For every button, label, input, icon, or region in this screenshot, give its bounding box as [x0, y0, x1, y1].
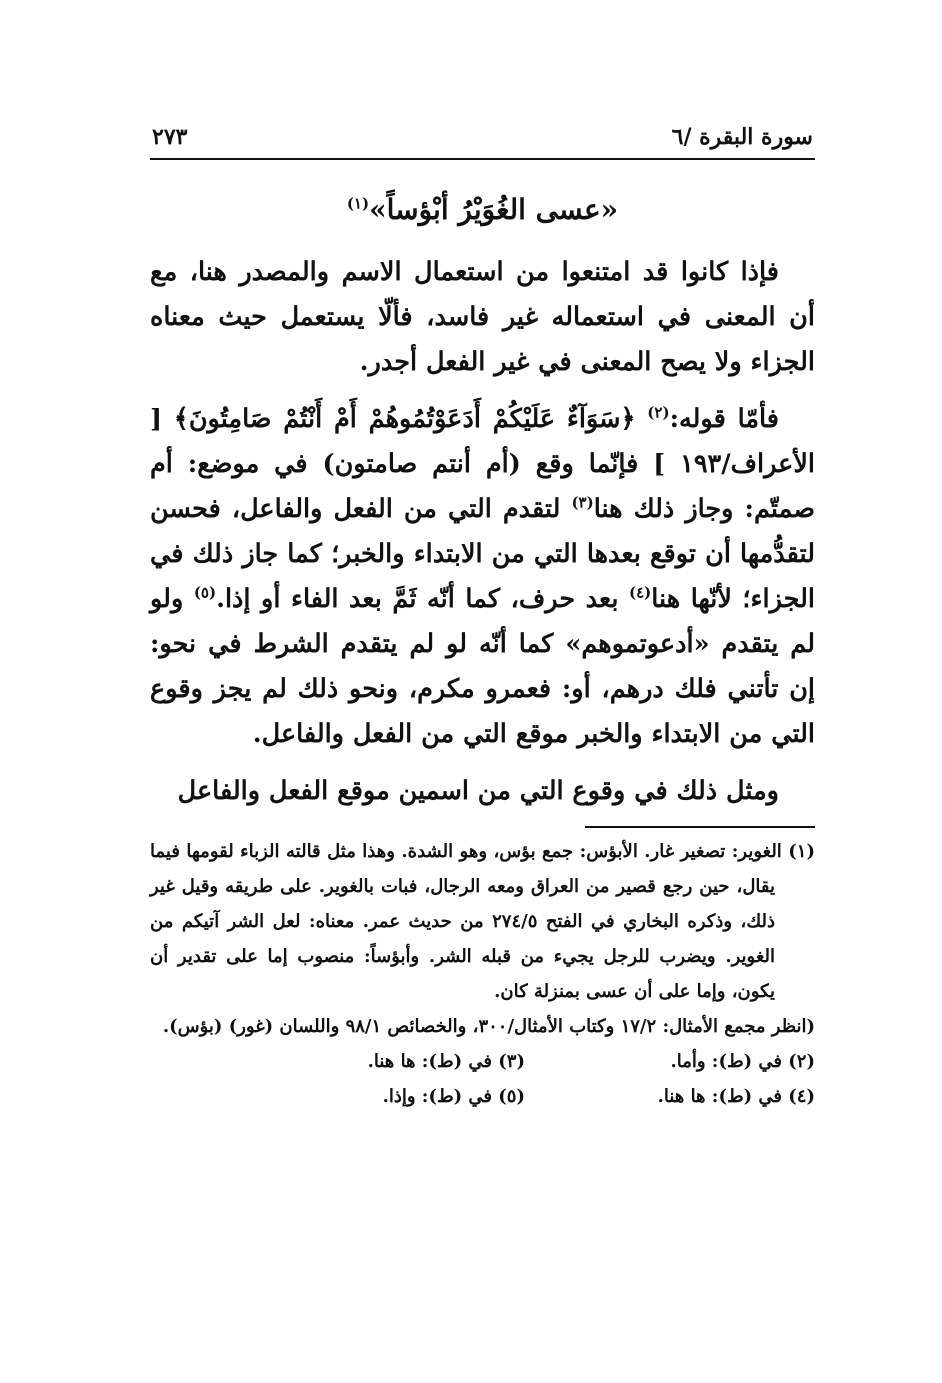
- paragraph-1: فإذا كانوا قد امتنعوا من استعمال الاسم والمصدر هنا، مع أن المعنى في استعماله غير فاسد، فألّا يستعمل حيث معناه الجزاء ولا يصح المعنى في غير الفعل أجدر.: [150, 257, 815, 377]
- footnote-row-2: [150, 1079, 815, 1114]
- main-text: [150, 250, 815, 814]
- page-number: ٢٧٣: [152, 124, 188, 150]
- footnote-separator: [585, 826, 815, 828]
- paragraph-2-part-a: فأمّا قوله:: [669, 404, 779, 434]
- footnote-ref-2: (٢): [647, 403, 670, 422]
- footnote-5: (٥) في (ط): وإذا.: [382, 1086, 525, 1107]
- paragraph-3: ومثل ذلك في وقوع التي من اسمين موقع الفعل والفاعل: [177, 776, 779, 806]
- footnotes: [150, 834, 815, 1114]
- paragraph-2-part-d: بعد حرف، كما أنّه ثَمَّ بعد الفاء أو إذا.: [216, 584, 629, 614]
- paragraph-2: [150, 397, 815, 757]
- book-page: [150, 118, 815, 1338]
- footnote-2: (٢) في (ط): وأما.: [670, 1051, 815, 1072]
- footnote-3: (٣) في (ط): ها هنا.: [367, 1051, 525, 1072]
- paragraph-2-part-b: ﴿سَوَآءٌ عَلَيْكُمْ أَدَعَوْتُمُوهُمْ أَمْ أَنْتُمْ صَامِتُونَ﴾ [ الأعراف/١٩٣ ] فإنّما وقع (أم أنتم صامتون) في موضع: أم صمتّم: وجاز ذلك هنا: [150, 404, 816, 524]
- proverb-heading: [150, 186, 815, 234]
- footnote-1: (١) الغوير: تصغير غار. الأبؤس: جمع بؤس، وهو الشدة. وهذا مثل قالته الزباء لقومها فيما يقال، حين رجع قصير من العراق ومعه الرجال، فبات بالغوير. على طريقه وقيل غير ذلك، وذكره البخاري في الفتح ٢٧٤/٥ من حديث عمر. معناه: لعل الشر آتيكم من الغوير. ويضرب للرجل يجيء من قبله الشر. وأبؤساً: منصوب إما على تقدير أن يكون، وإما على أن عسى بمنزلة كان.: [150, 841, 815, 1002]
- footnote-4: (٤) في (ط): ها هنا.: [657, 1086, 815, 1107]
- footnote-row-1: [150, 1044, 815, 1079]
- proverb-text: «عسى الغُوَيْرُ أبْؤساً»: [369, 193, 619, 226]
- running-head: [150, 118, 815, 160]
- paragraph-2-part-c: لتقدم التي من الفعل والفاعل، فحسن لتقدُّمها أن توقع بعدها التي من الابتداء والخبر؛ كما جاز ذلك في الجزاء؛ لأنّها هنا: [150, 494, 816, 614]
- surah-title: سورة البقرة /٦: [671, 124, 813, 150]
- footnote-ref-3: (٣): [571, 493, 594, 512]
- footnote-ref-5: (٥): [193, 583, 217, 602]
- paragraph-2-part-e: ولو لم يتقدم «أدعوتموهم» كما أنّه لو لم يتقدم الشرط في نحو: إن تأتني فلك درهم، أو: فعمرو مكرم، ونحو ذلك لم يجز وقوع التي من الابتداء والخبر موقع التي من الفعل والفاعل.: [150, 584, 815, 749]
- footnote-ref-4: (٤): [628, 583, 652, 602]
- footnote-1-references: (انظر مجمع الأمثال: ١٧/٢ وكتاب الأمثال/٣٠٠، والخصائص ٩٨/١ واللسان (غور) (بؤس).: [162, 1016, 815, 1037]
- footnote-ref-1: (١): [346, 194, 370, 213]
